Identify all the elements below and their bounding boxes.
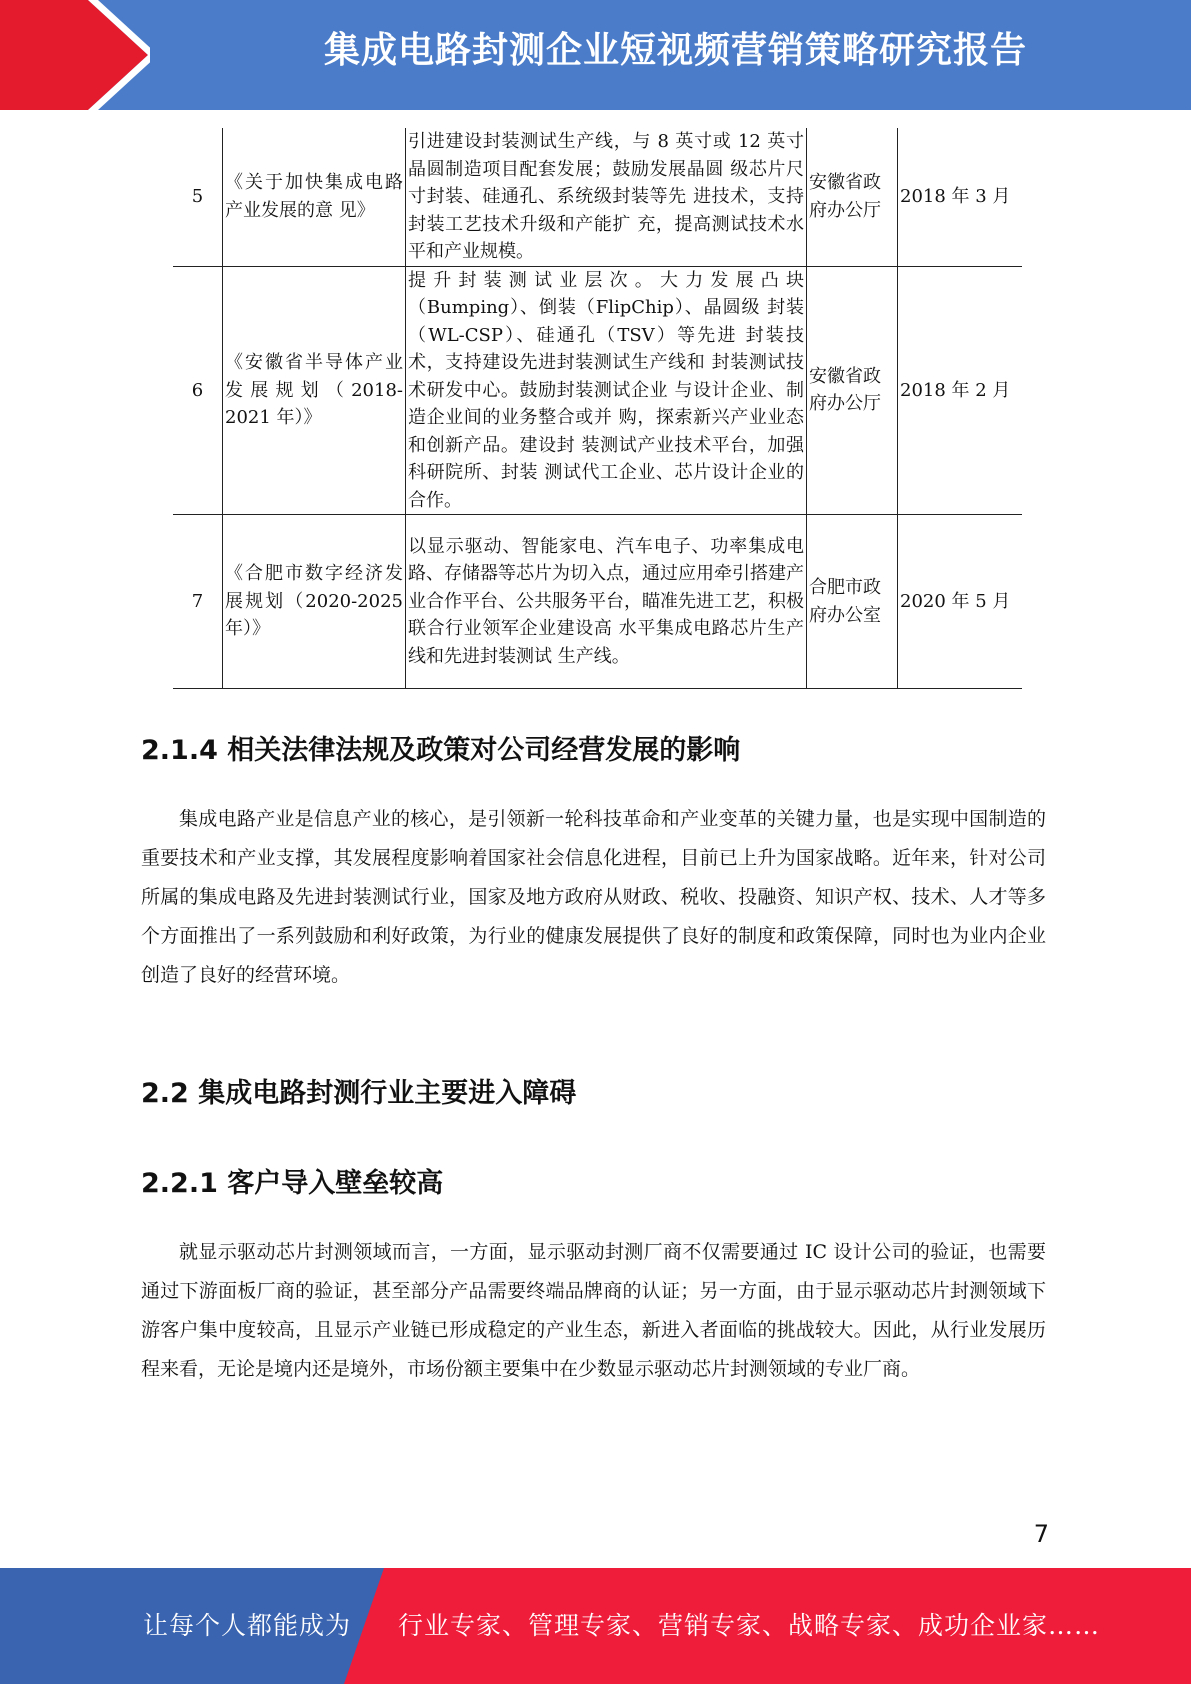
page-footer — [0, 1568, 1191, 1684]
policy-issuer: 合肥市政府办公室 — [807, 515, 898, 689]
report-title: 集成电路封测企业短视频营销策略研究报告 — [323, 30, 1027, 71]
policy-content: 引进建设封装测试生产线，与 8 英寸或 12 英寸晶圆制造项目配套发展；鼓励发展晶圆 级芯片尺寸封装、硅通孔、系统级封装等先 进技术，支持封装工艺技术升级和产能扩 充，提高测试技术水平和产业规模。 — [406, 128, 807, 266]
page-header — [0, 0, 1191, 110]
row-number: 6 — [173, 266, 223, 515]
policy-name: 《关于加快集成电路产业发展的意 见》 — [223, 128, 406, 266]
policy-date: 2020 年 5 月 — [898, 515, 1023, 689]
section-heading: 2.2 集成电路封测行业主要进入障碍 — [141, 1078, 577, 1109]
row-number: 7 — [173, 515, 223, 689]
table-row — [173, 515, 1022, 689]
page-number: 7 — [1033, 1520, 1049, 1548]
policy-issuer: 安徽省政府办公厅 — [807, 266, 898, 515]
policy-date: 2018 年 2 月 — [898, 266, 1023, 515]
footer-slogan-left: 让每个人都能成为 — [143, 1611, 352, 1640]
section-paragraph: 就显示驱动芯片封测领域而言，一方面，显示驱动封测厂商不仅需要通过 IC 设计公司的验证，也需要通过下游面板厂商的验证，甚至部分产品需要终端品牌商的认证；另一方面，由于显示驱动芯片封测领域下游客户集中度较高，且显示产业链已形成稳定的产业生态，新进入者面临的挑战较大。因此，从行业发展历程来看，无论是境内还是境外，市场份额主要集中在少数显示驱动芯片封测领域的专业厂商。 — [141, 1241, 1046, 1380]
header-chevron-decoration — [0, 0, 150, 110]
policy-name: 《安徽省半导体产业发展规划（2018-2021 年）》 — [223, 266, 406, 515]
table-row — [173, 128, 1022, 266]
policy-name: 《合肥市数字经济发展规划（2020-2025 年）》 — [223, 515, 406, 689]
section-heading: 2.2.1 客户导入壁垒较高 — [141, 1168, 444, 1199]
footer-slogan-right: 行业专家、管理专家、营销专家、战略专家、成功企业家…… — [398, 1611, 1101, 1640]
section-heading: 2.1.4 相关法律法规及政策对公司经营发展的影响 — [141, 735, 741, 766]
row-number: 5 — [173, 128, 223, 266]
policy-content: 提升封装测试业层次。大力发展凸块（Bumping）、倒装（FlipChip）、晶圆级 封装（WL-CSP）、硅通孔（TSV）等先进 封装技术，支持建设先进封装测试生产线和 封装测试技术研发中心。鼓励封装测试企业 与设计企业、制造企业间的业务整合或并 购，探索新兴产业业态和创新产品。建设封 装测试产业技术平台，加强科研院所、封装 测试代工企业、芯片设计企业的合作。 — [406, 266, 807, 515]
policy-issuer: 安徽省政府办公厅 — [807, 128, 898, 266]
policy-content: 以显示驱动、智能家电、汽车电子、功率集成电路、存储器等芯片为切入点，通过应用牵引搭建产业合作平台、公共服务平台，瞄准先进工艺，积极联合行业领军企业建设高 水平集成电路芯片生产线和先进封装测试 生产线。 — [406, 515, 807, 689]
table-row — [173, 266, 1022, 515]
section-paragraph: 集成电路产业是信息产业的核心，是引领新一轮科技革命和产业变革的关键力量，也是实现中国制造的重要技术和产业支撑，其发展程度影响着国家社会信息化进程，目前已上升为国家战略。近年来，针对公司所属的集成电路及先进封装测试行业，国家及地方政府从财政、税收、投融资、知识产权、技术、人才等多个方面推出了一系列鼓励和利好政策，为行业的健康发展提供了良好的制度和政策保障，同时也为业内企业创造了良好的经营环境。 — [141, 808, 1046, 986]
policy-table — [173, 128, 1022, 689]
policy-date: 2018 年 3 月 — [898, 128, 1023, 266]
